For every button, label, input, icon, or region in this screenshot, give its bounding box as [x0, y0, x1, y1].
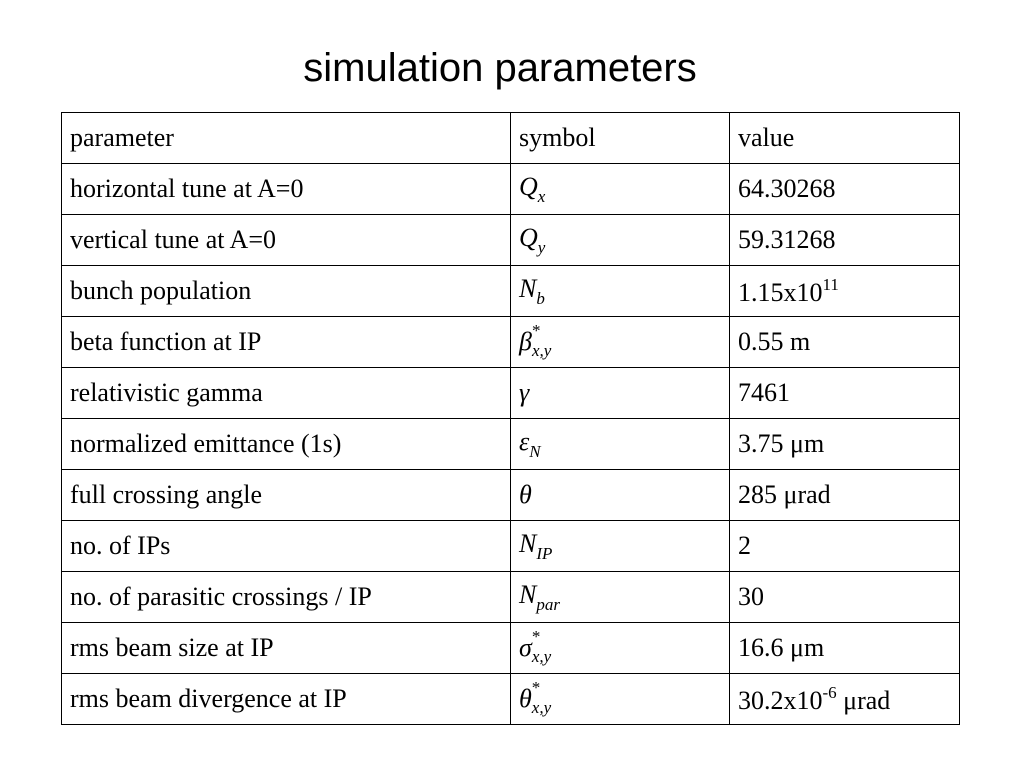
parameter-cell: rms beam size at IP	[62, 623, 511, 674]
parameter-cell: relativistic gamma	[62, 368, 511, 419]
symbol-cell	[511, 317, 730, 368]
parameter-cell: full crossing angle	[62, 470, 511, 521]
table-row	[62, 674, 960, 725]
parameter-cell: no. of IPs	[62, 521, 511, 572]
symbol-cell	[511, 470, 730, 521]
parameter-cell: horizontal tune at A=0	[62, 164, 511, 215]
parameter-cell: vertical tune at A=0	[62, 215, 511, 266]
symbol-main: θ	[519, 683, 532, 713]
symbol-main: σ	[519, 632, 532, 662]
symbol-cell	[511, 419, 730, 470]
symbol-cell	[511, 521, 730, 572]
symbol-subscript: x	[537, 186, 546, 206]
symbol-main: γ	[519, 378, 530, 407]
symbol-main: N	[519, 579, 537, 609]
table-row	[62, 572, 960, 623]
value-cell: 0.55 m	[730, 317, 960, 368]
slide-title: simulation parameters	[303, 46, 697, 90]
table-row	[62, 317, 960, 368]
parameter-cell: rms beam divergence at IP	[62, 674, 511, 725]
symbol-main: β	[519, 326, 532, 356]
parameter-cell: bunch population	[62, 266, 511, 317]
table-row	[62, 521, 960, 572]
value-main: 30.2x10	[738, 685, 823, 715]
symbol-subscript: x,y	[531, 647, 552, 667]
symbol-subscript: N	[529, 441, 541, 461]
header-value: value	[730, 113, 960, 164]
header-parameter: parameter	[62, 113, 511, 164]
symbol-indices	[531, 678, 562, 718]
table-row	[62, 215, 960, 266]
symbol-subscript: y	[537, 237, 546, 257]
value-unit: μrad	[836, 685, 891, 715]
table-header-row	[62, 113, 960, 164]
table-row	[62, 623, 960, 674]
table-row	[62, 419, 960, 470]
symbol-subscript: par	[536, 594, 560, 614]
value-cell: 30	[730, 572, 960, 623]
symbol-superscript: *	[531, 678, 541, 698]
symbol-main: N	[519, 273, 537, 303]
symbol-cell	[511, 368, 730, 419]
parameter-cell: no. of parasitic crossings / IP	[62, 572, 511, 623]
parameter-cell: normalized emittance (1s)	[62, 419, 511, 470]
table-row	[62, 266, 960, 317]
symbol-cell	[511, 572, 730, 623]
symbol-subscript: IP	[536, 543, 553, 563]
value-cell: 59.31268	[730, 215, 960, 266]
symbol-cell	[511, 215, 730, 266]
symbol-cell	[511, 674, 730, 725]
symbol-main: Q	[519, 171, 538, 201]
value-cell: 2	[730, 521, 960, 572]
value-main: 1.15x10	[738, 277, 823, 307]
parameter-cell: beta function at IP	[62, 317, 511, 368]
value-superscript: 11	[822, 274, 839, 294]
symbol-subscript: x,y	[531, 698, 552, 718]
value-cell: 7461	[730, 368, 960, 419]
parameters-table	[61, 112, 960, 725]
symbol-subscript: x,y	[531, 341, 552, 361]
symbol-indices	[531, 627, 562, 667]
symbol-superscript: *	[531, 627, 541, 647]
header-symbol: symbol	[511, 113, 730, 164]
value-cell	[730, 674, 960, 725]
symbol-main: Q	[519, 222, 538, 252]
table-row	[62, 368, 960, 419]
value-superscript: -6	[822, 682, 837, 702]
symbol-superscript: *	[531, 321, 541, 341]
table-row	[62, 470, 960, 521]
symbol-subscript: b	[536, 288, 545, 308]
value-cell	[730, 266, 960, 317]
symbol-main: ε	[519, 426, 530, 456]
value-cell: 285 μrad	[730, 470, 960, 521]
value-cell: 64.30268	[730, 164, 960, 215]
symbol-main: N	[519, 528, 537, 558]
symbol-cell	[511, 623, 730, 674]
value-cell: 3.75 μm	[730, 419, 960, 470]
table-row	[62, 164, 960, 215]
symbol-cell	[511, 266, 730, 317]
symbol-indices	[531, 321, 562, 361]
symbol-main: θ	[519, 480, 532, 509]
symbol-cell	[511, 164, 730, 215]
value-cell: 16.6 μm	[730, 623, 960, 674]
